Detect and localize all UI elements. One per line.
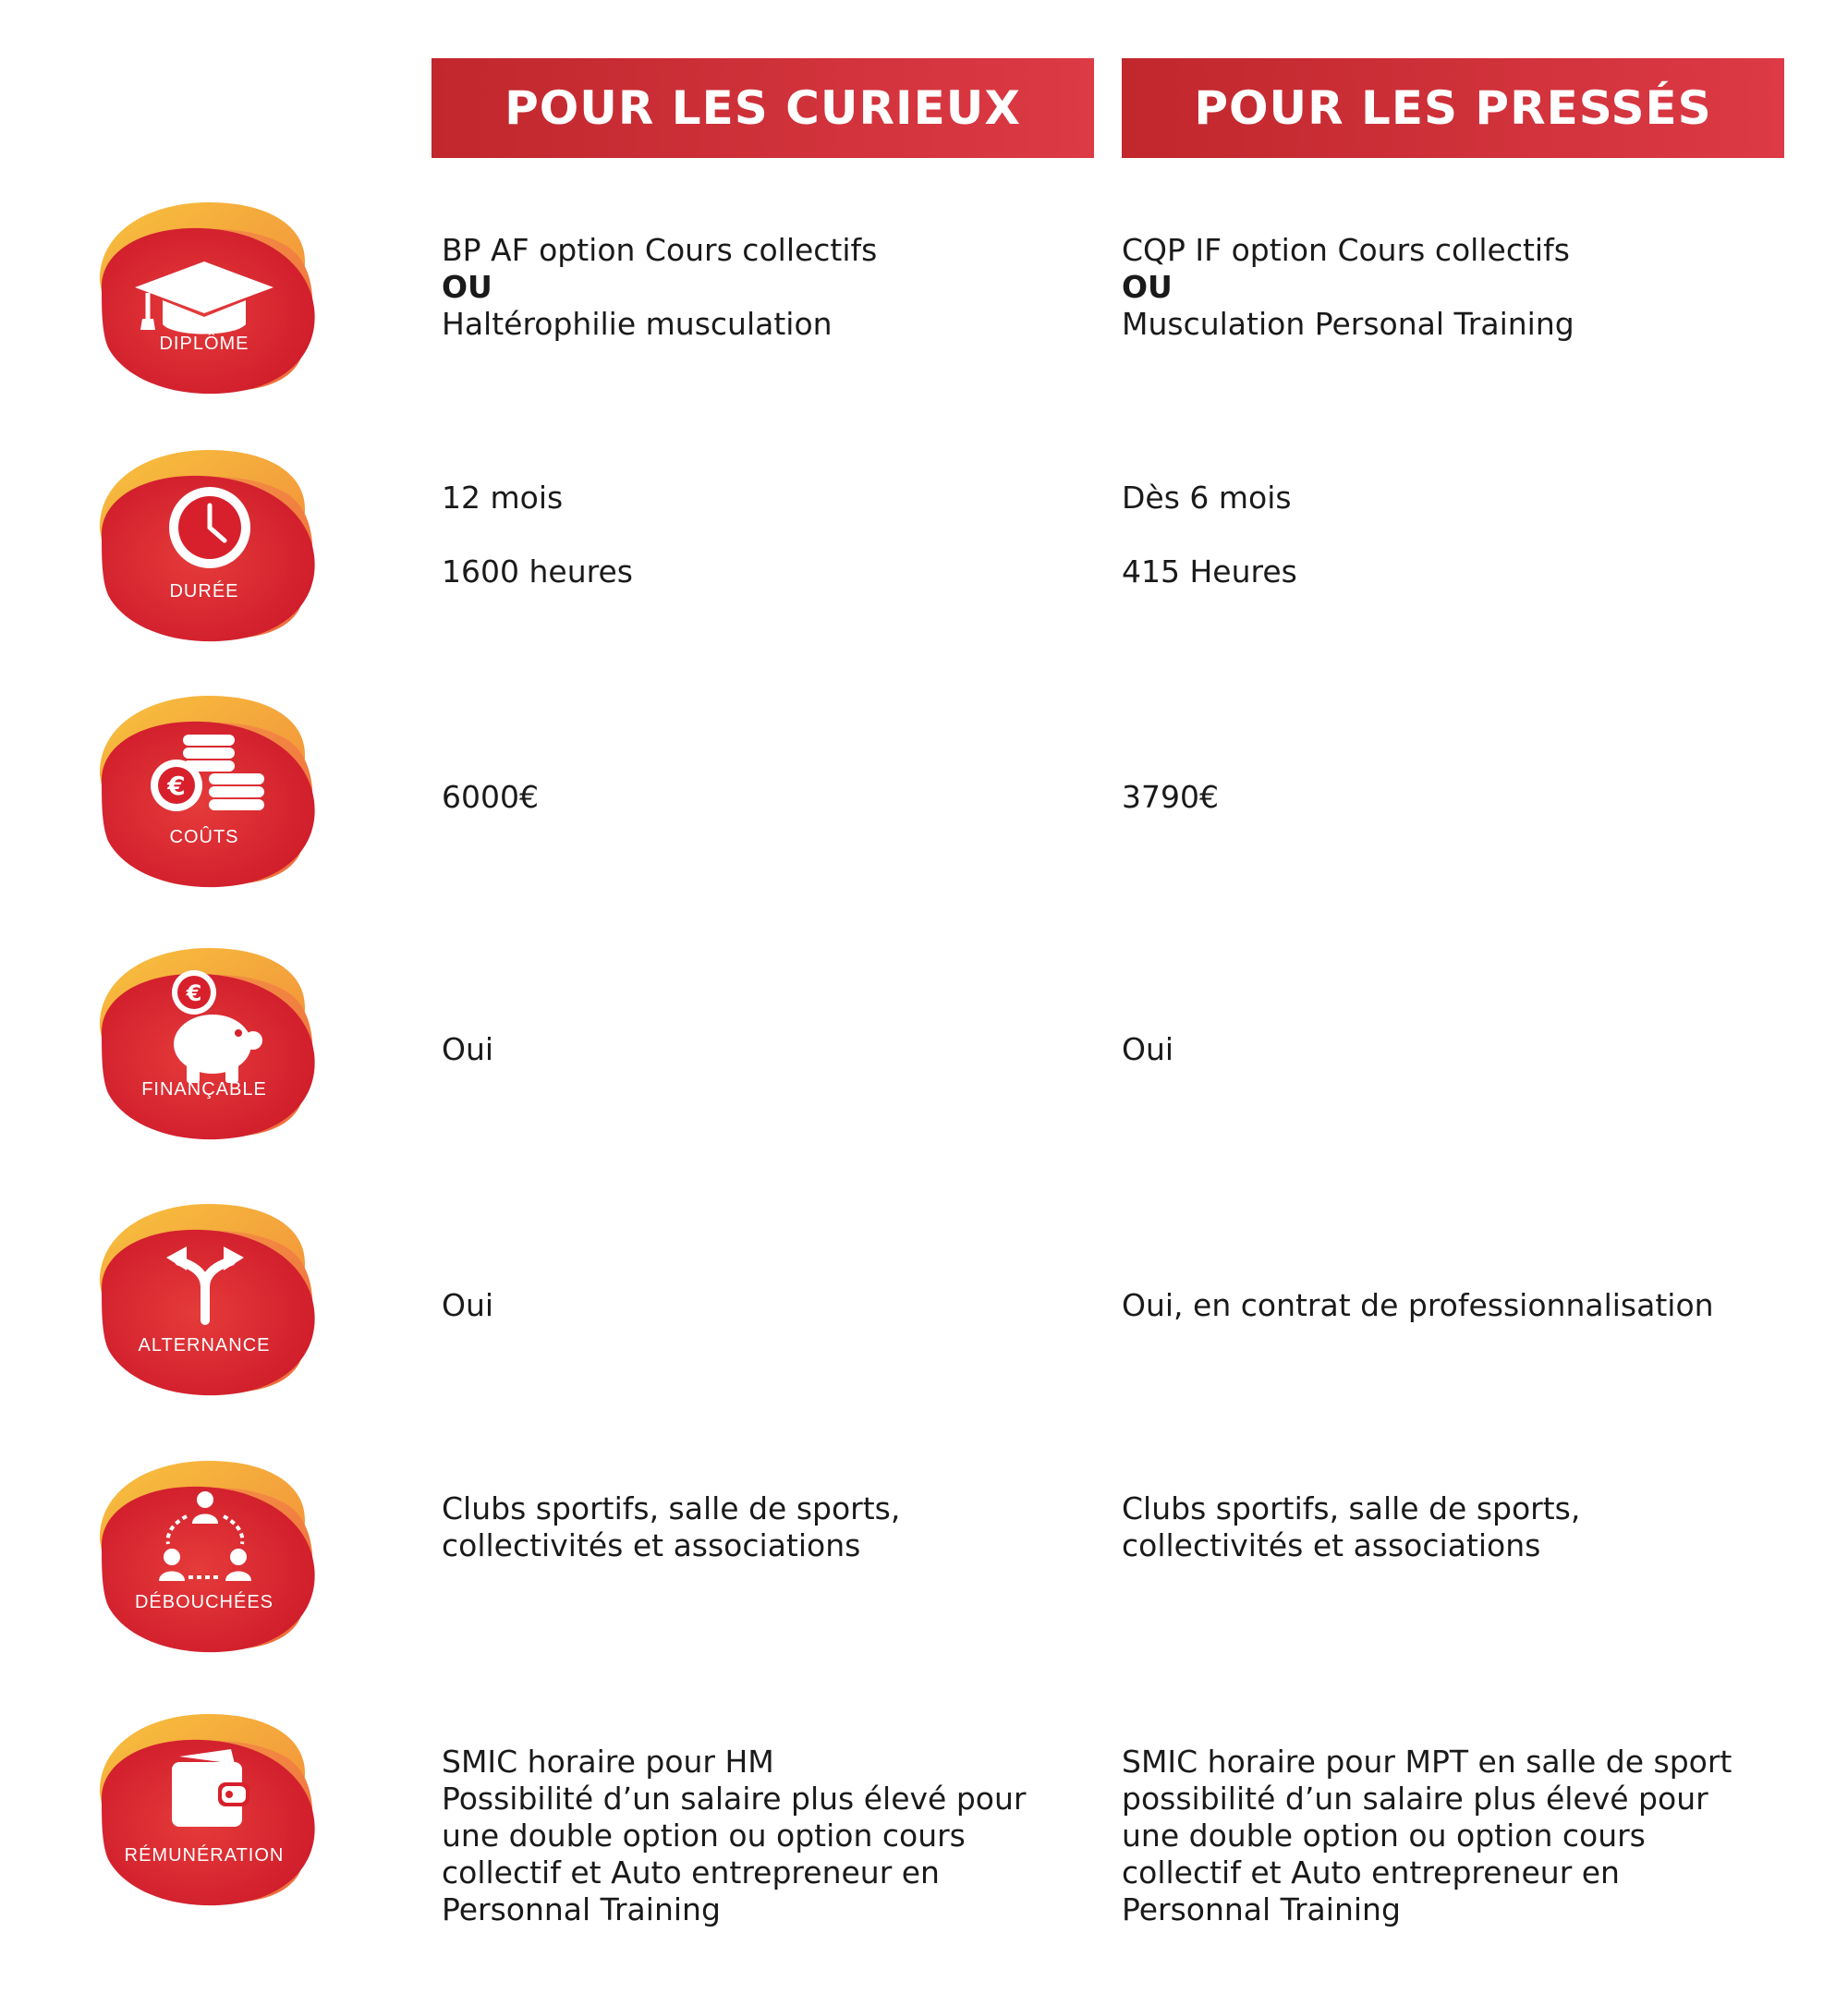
cell-line: collectif et Auto entrepreneur en (442, 1854, 940, 1891)
wallet-icon (91, 1708, 318, 1908)
badge-financable (91, 942, 318, 1142)
cell-line: Possibilité d’un salaire plus élevé pour (442, 1781, 1027, 1817)
badge-couts (91, 690, 318, 890)
cell-line: collectivités et associations (442, 1527, 861, 1563)
svg-text:€: € (186, 980, 202, 1006)
badge-debouchees (91, 1455, 318, 1655)
badge-label: ALTERNANCE (138, 1335, 271, 1356)
cell-line: BP AF option Cours collectifs (442, 232, 878, 268)
svg-text:€: € (167, 771, 186, 801)
badge-label: FINANÇABLE (141, 1079, 267, 1100)
cell-line: 6000€ (442, 779, 539, 815)
cell-curieux (442, 480, 1079, 590)
cell-curieux (442, 1031, 1079, 1068)
cell-presses (1122, 1287, 1787, 1324)
cell-line: Clubs sportifs, salle de sports, (442, 1490, 901, 1526)
badge-label: DURÉE (169, 581, 239, 602)
cell-curieux (442, 232, 1079, 343)
badge-diplome (91, 197, 318, 396)
cell-line: collectivités et associations (1122, 1527, 1541, 1563)
cell-curieux (442, 779, 1079, 816)
badge-duree (91, 444, 318, 644)
badge-alternance (91, 1198, 318, 1398)
cell-line: SMIC horaire pour HM (442, 1744, 774, 1780)
cell-curieux (442, 1744, 1079, 1928)
cell-line: collectif et Auto entrepreneur en (1122, 1854, 1620, 1891)
badge-label: DÉBOUCHÉES (134, 1592, 274, 1612)
cell-curieux (442, 1287, 1079, 1324)
cell-line: Oui, en contrat de professionnalisation (1122, 1287, 1714, 1323)
cell-line: Oui (442, 1287, 494, 1323)
cell-presses (1122, 779, 1787, 816)
cell-line: Musculation Personal Training (1122, 306, 1574, 342)
cell-presses (1122, 1031, 1787, 1068)
cell-line: Oui (442, 1031, 494, 1067)
cell-line: Personnal Training (1122, 1891, 1401, 1927)
header-presses: POUR LES PRESSÉS (1122, 58, 1784, 158)
graduation-cap-icon (91, 197, 318, 396)
cell-line: Personnal Training (442, 1891, 721, 1927)
clock-icon (91, 444, 318, 644)
cell-presses (1122, 232, 1787, 343)
cell-line-ou: OU (442, 269, 492, 305)
cell-line: 3790€ (1122, 779, 1219, 815)
cell-presses (1122, 1490, 1787, 1564)
badge-remuneration (91, 1708, 318, 1908)
badge-label: DIPLÔME (159, 334, 249, 354)
piggy-bank-icon (91, 942, 318, 1142)
cell-presses (1122, 1744, 1787, 1928)
cell-presses (1122, 480, 1787, 590)
euro-coins-icon (91, 690, 318, 890)
cell-line: 12 mois (442, 480, 564, 516)
cell-line: possibilité d’un salaire plus élevé pour (1122, 1781, 1708, 1817)
badge-label: COÛTS (169, 827, 239, 847)
cell-line: une double option ou option cours (1122, 1818, 1646, 1854)
split-arrows-icon (91, 1198, 318, 1398)
cell-line: 415 Heures (1122, 553, 1297, 590)
badge-label: RÉMUNÉRATION (124, 1845, 285, 1866)
cell-line-ou: OU (1122, 269, 1173, 305)
cell-line: Haltérophilie musculation (442, 306, 833, 342)
cell-line: Dès 6 mois (1122, 480, 1292, 516)
cell-line: 1600 heures (442, 553, 633, 590)
cell-line: une double option ou option cours (442, 1818, 966, 1854)
cell-line: SMIC horaire pour MPT en salle de sport (1122, 1744, 1732, 1780)
header-curieux: POUR LES CURIEUX (432, 58, 1094, 158)
cell-curieux (442, 1490, 1079, 1564)
cell-line: Oui (1122, 1031, 1174, 1067)
cell-line: Clubs sportifs, salle de sports, (1122, 1490, 1581, 1526)
cell-line: CQP IF option Cours collectifs (1122, 232, 1570, 268)
people-network-icon (91, 1455, 318, 1655)
